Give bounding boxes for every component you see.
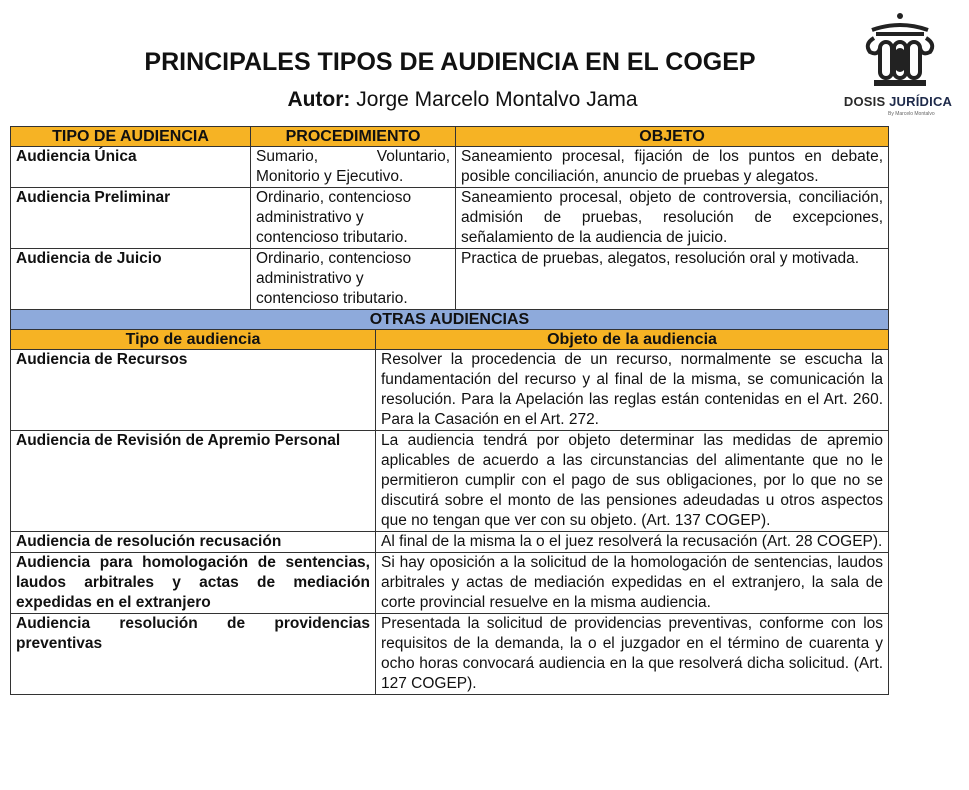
cell-procedimiento: Ordinario, contencioso administrativo y contencioso tributario. [251,249,456,310]
audiencias-table [10,126,889,695]
author-label: Autor: [287,88,351,111]
main-header-row [11,127,889,147]
cell-procedimiento: Sumario, Voluntario, Monitorio y Ejecutivo. [251,147,456,188]
table-row [11,147,889,188]
header-objeto-audiencia: Objeto de la audiencia [376,330,889,350]
cell-objeto: Presentada la solicitud de providencias preventivas, conforme con los requisitos de la demanda, la o el juzgador en el término de cuarenta y ocho horas convocará audiencia en la que resolverá dicha solicitud. (Art. 127 COGEP). [376,614,889,695]
table-row [11,553,889,614]
cell-tipo: Audiencia de resolución recusación [11,532,376,553]
cell-objeto: Practica de pruebas, alegatos, resolución oral y motivada. [456,249,889,310]
cell-tipo: Audiencia para homologación de sentencias, laudos arbitrales y actas de mediación expedidas en el extranjero [11,553,376,614]
brand-logo [828,8,968,118]
cell-procedimiento: Ordinario, contencioso administrativo y contencioso tributario. [251,188,456,249]
table-row [11,532,889,553]
cell-objeto: La audiencia tendrá por objeto determinar las medidas de apremio aplicables de acuerdo a las circunstancias del alimentante que no le permitieron cumplir con el pago de sus obligaciones, por lo que no se discutirá sobre el monto de las pensiones adeudadas u otros aspectos que no tengan que ver con su objeto. (Art. 137 COGEP). [376,431,889,532]
column-capital-logo-icon [828,8,968,94]
cell-objeto: Al final de la misma la o el juez resolverá la recusación (Art. 28 COGEP). [376,532,889,553]
brand-name-strong: JURÍDICA [889,94,953,109]
cell-objeto: Si hay oposición a la solicitud de la homologación de sentencias, laudos arbitrales y actas de mediación expedidas en el extranjero, la sala de corte provincial resuelve en la misma audiencia. [376,553,889,614]
other-header-row [11,330,889,350]
cell-objeto: Saneamiento procesal, fijación de los puntos en debate, posible conciliación, anuncio de pruebas y alegatos. [456,147,889,188]
section-title: OTRAS AUDIENCIAS [11,310,889,330]
table-row [11,350,889,431]
table-row [11,431,889,532]
brand-subtitle: By Marcelo Montalvo [888,111,935,117]
cell-tipo: Audiencia Preliminar [11,188,251,249]
cell-tipo: Audiencia de Recursos [11,350,376,431]
author-line [0,88,925,112]
header-tipo-audiencia: Tipo de audiencia [11,330,376,350]
cell-objeto: Resolver la procedencia de un recurso, normalmente se escucha la fundamentación del recurso y al final de la misma, se comunicación la resolución. Para la Apelación las reglas están contenidas en el Art. 260. Para la Casación en el Art. 272. [376,350,889,431]
header-tipo: TIPO DE AUDIENCIA [11,127,251,147]
brand-name-plain: DOSIS [843,94,890,109]
section-band-row [11,310,889,330]
cell-tipo: Audiencia de Revisión de Apremio Personal [11,431,376,532]
cell-tipo: Audiencia de Juicio [11,249,251,310]
header-objeto: OBJETO [456,127,889,147]
table-row [11,614,889,695]
brand-name [828,94,968,109]
cell-tipo: Audiencia Única [11,147,251,188]
header-procedimiento: PROCEDIMIENTO [251,127,456,147]
page-title: PRINCIPALES TIPOS DE AUDIENCIA EN EL COGEP [144,48,756,76]
table-row [11,249,889,310]
cell-objeto: Saneamiento procesal, objeto de controversia, conciliación, admisión de pruebas, resolución de excepciones, señalamiento de la audiencia de juicio. [456,188,889,249]
table-row [11,188,889,249]
author-name: Jorge Marcelo Montalvo Jama [356,88,638,111]
cell-tipo: Audiencia resolución de providencias preventivas [11,614,376,695]
